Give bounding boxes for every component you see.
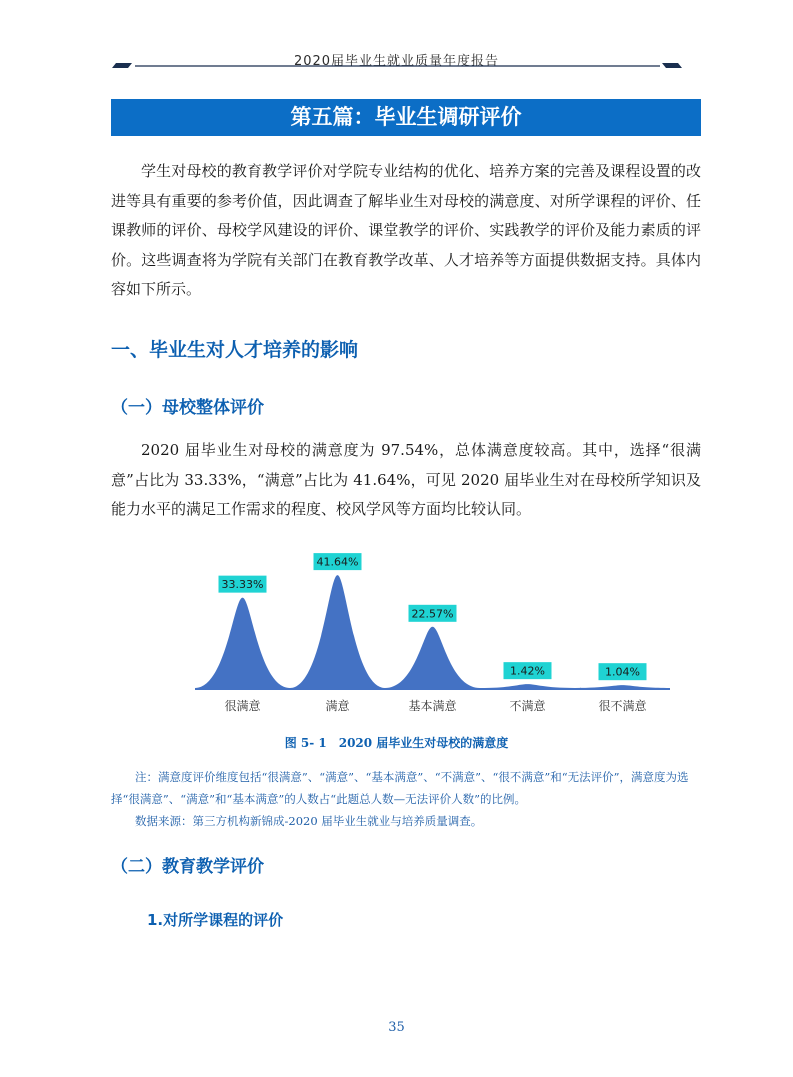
satisfaction-paragraph: 2020 届毕业生对母校的满意度为 97.54%，总体满意度较高。其中，选择“很满意”占比为 33.33%，“满意”占比为 41.64%，可见 2020 届毕业生对在母校所学知识及能力水平的满足工作需求的程度、校风学风等方面均比较认同。 <box>111 441 701 518</box>
header-left-mark <box>112 63 132 68</box>
page-number: 35 <box>388 1020 405 1035</box>
header-right-mark <box>662 63 682 68</box>
chart-data-label-text: 22.57% <box>411 607 454 621</box>
chart-data-label-text: 1.04% <box>605 665 640 679</box>
chart-note: 注：满意度评价维度包括“很满意”、“满意”、“基本满意”、“不满意”、“很不满意”和“无法评价”，满意度为选择“很满意”、“满意”和“基本满意”的人数占“此题总人数—无法评价人数”的比例。 <box>111 770 689 806</box>
chart-category-label-0: 很满意 <box>224 699 261 713</box>
chart-peak-2 <box>385 627 480 688</box>
chart-data-label-text: 41.64% <box>316 555 359 569</box>
chart-peak-0 <box>195 598 290 688</box>
heading-1: 一、毕业生对人才培养的影响 <box>111 339 359 361</box>
header-rule <box>0 58 793 72</box>
chart-peak-3 <box>480 684 575 688</box>
chart-data-label-0 <box>219 576 267 593</box>
chart-peak-4 <box>575 685 670 688</box>
chart-category-label-3: 不满意 <box>509 699 546 713</box>
chart-data-label-1 <box>314 553 362 570</box>
figure-caption: 图 5- 1 2020 届毕业生对母校的满意度 <box>284 736 509 750</box>
intro-paragraph: 学生对母校的教育教学评价对学院专业结构的优化、培养方案的完善及课程设置的改进等具有重要的参考价值，因此调查了解毕业生对母校的满意度、对所学课程的评价、任课教师的评价、母校学风建设的评价、课堂教学的评价、实践教学的评价及能力素质的评价。这些调查将为学院有关部门在教育教学改革、人才培养等方面提供数据支持。具体内容如下所示。 <box>111 162 701 298</box>
chart-category-label-4: 很不满意 <box>598 699 647 713</box>
heading-2-overall: （一）母校整体评价 <box>111 398 264 418</box>
header-title: 2020届毕业生就业质量年度报告 <box>293 54 500 69</box>
chart-category-label-2: 基本满意 <box>408 699 457 713</box>
heading-2-teaching: （二）教育教学评价 <box>111 857 264 877</box>
chart-data-label-text: 1.42% <box>510 664 545 678</box>
chart-data-label-4 <box>599 663 647 680</box>
chart-peak-1 <box>290 575 385 688</box>
chart-data-label-text: 33.33% <box>221 578 264 592</box>
chart-data-label-3 <box>504 662 552 679</box>
chart-category-label-1: 满意 <box>325 699 350 713</box>
chart-data-label-2 <box>409 605 457 622</box>
heading-3-courses: 1.对所学课程的评价 <box>147 911 284 929</box>
satisfaction-chart <box>195 536 670 726</box>
section-banner: 第五篇：毕业生调研评价 <box>111 99 701 136</box>
data-source: 数据来源：第三方机构新锦成-2020 届毕业生就业与培养质量调查。 <box>135 814 483 828</box>
